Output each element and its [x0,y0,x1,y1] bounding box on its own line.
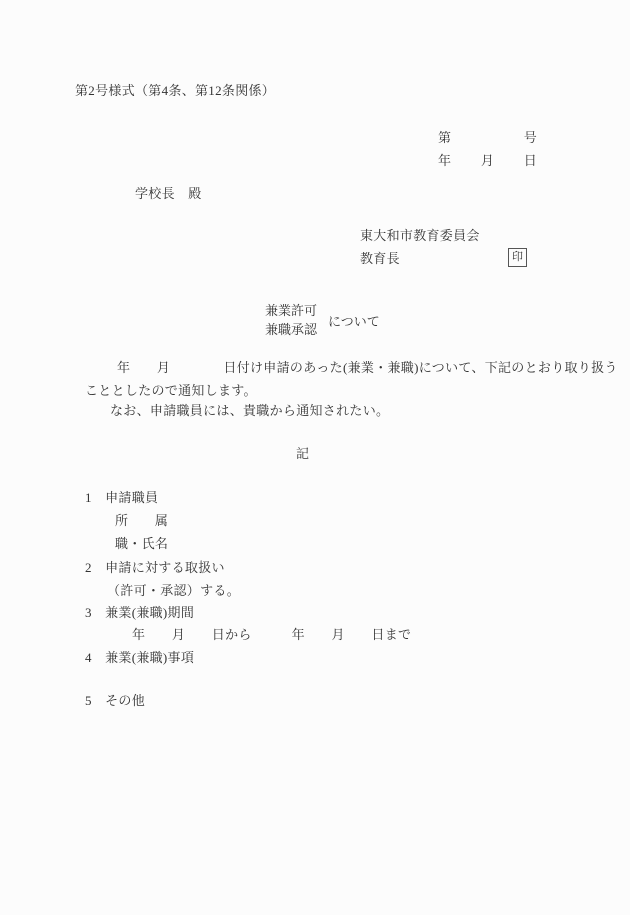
issuer-title: 教育長 [360,251,400,266]
subject-title [265,304,380,336]
subject-line-approval: 兼職承認 [265,322,318,337]
subject-stacked-lines [265,304,317,336]
doc-number-suffix: 号 [523,130,537,145]
issuer-organization: 東大和市教育委員会 [360,228,480,243]
date-month-label: 月 [480,153,495,168]
date-day-label: 日 [523,153,537,168]
item-4-matters-label: 4 兼業(兼職)事項 [85,650,195,665]
document-number-line [438,131,537,145]
form-code: 第2号様式（第4条、第12条関係） [75,83,276,98]
body-paragraph-line3: なお、申請職員には、貴職から通知されたい。 [110,403,390,418]
subject-line-permission: 兼業許可 [265,303,318,318]
item-3-period-dates: 年 月 日から 年 月 日まで [132,627,412,642]
body-paragraph-line1: 年 月 日付け申請のあった(兼業・兼職)について、下記のとおり取り扱う [117,360,618,375]
body-paragraph-line2: こととしたので通知します。 [85,383,257,398]
date-year-label: 年 [438,153,452,168]
item-3-period-label: 3 兼業(兼職)期間 [85,605,195,620]
document-date-line [438,154,537,168]
record-marker: 記 [296,446,310,461]
subject-suffix: について [328,313,380,329]
item-5-other-label: 5 その他 [85,693,145,708]
official-seal-mark: 印 [508,248,527,267]
item-2-handling-result: （許可・承認）する。 [107,583,241,598]
item-2-handling-label: 2 申請に対する取扱い [85,560,225,575]
addressee: 学校長 殿 [135,186,202,201]
item-1-affiliation-field: 所 属 [115,513,169,528]
item-1-applicant-label: 1 申請職員 [85,490,159,505]
item-1-position-name-field: 職・氏名 [115,536,169,551]
doc-number-prefix: 第 [438,130,452,145]
